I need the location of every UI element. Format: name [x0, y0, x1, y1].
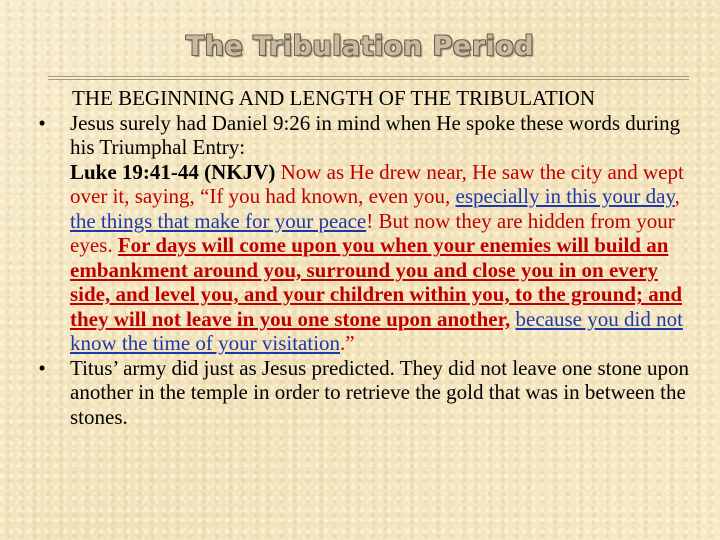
bullet-marker: •	[38, 355, 46, 380]
slide-title: The Tribulation Period	[185, 31, 535, 62]
scripture-quote-close: .”	[340, 331, 355, 355]
scripture-emphasis-prophecy: For days will come upon you when your enemies will build an embankment around you, surround you and close you in on every side, and level you, and your children within you, to the ground; and they will not leave in you one stone upon another,	[70, 233, 683, 331]
scripture-emphasis-day: especially in this your day	[455, 184, 675, 208]
slide-body	[32, 86, 697, 429]
bullet-item-luke	[32, 111, 697, 356]
scripture-emphasis-visitation: because you did not know the time of your visitation	[70, 306, 683, 355]
scripture-quote-comma: ,	[674, 184, 680, 208]
scripture-quote-part-1: Now as He drew near, He saw the city and wept over it, saying, “If you had known, even you,	[70, 159, 684, 208]
title-divider-secondary	[48, 79, 689, 80]
scripture-quote-part-2: ! But now they are hidden from your eyes.	[70, 208, 675, 257]
scripture-emphasis-peace: the things that make for your peace	[70, 208, 367, 233]
bullet-intro-text: Jesus surely had Daniel 9:26 in mind when He spoke these words during his Triumphal Entry:	[70, 110, 681, 159]
title-divider	[48, 76, 689, 77]
bullet-titus-text: Titus’ army did just as Jesus predicted. They did not leave one stone upon another in the temple in order to retrieve the gold that was in between the stones.	[70, 355, 690, 429]
bullet-item-titus	[32, 356, 697, 430]
scripture-reference: Luke 19:41-44 (NKJV)	[70, 159, 276, 184]
bullet-marker: •	[38, 110, 46, 135]
section-subheading: THE BEGINNING AND LENGTH OF THE TRIBULATION	[72, 86, 596, 110]
